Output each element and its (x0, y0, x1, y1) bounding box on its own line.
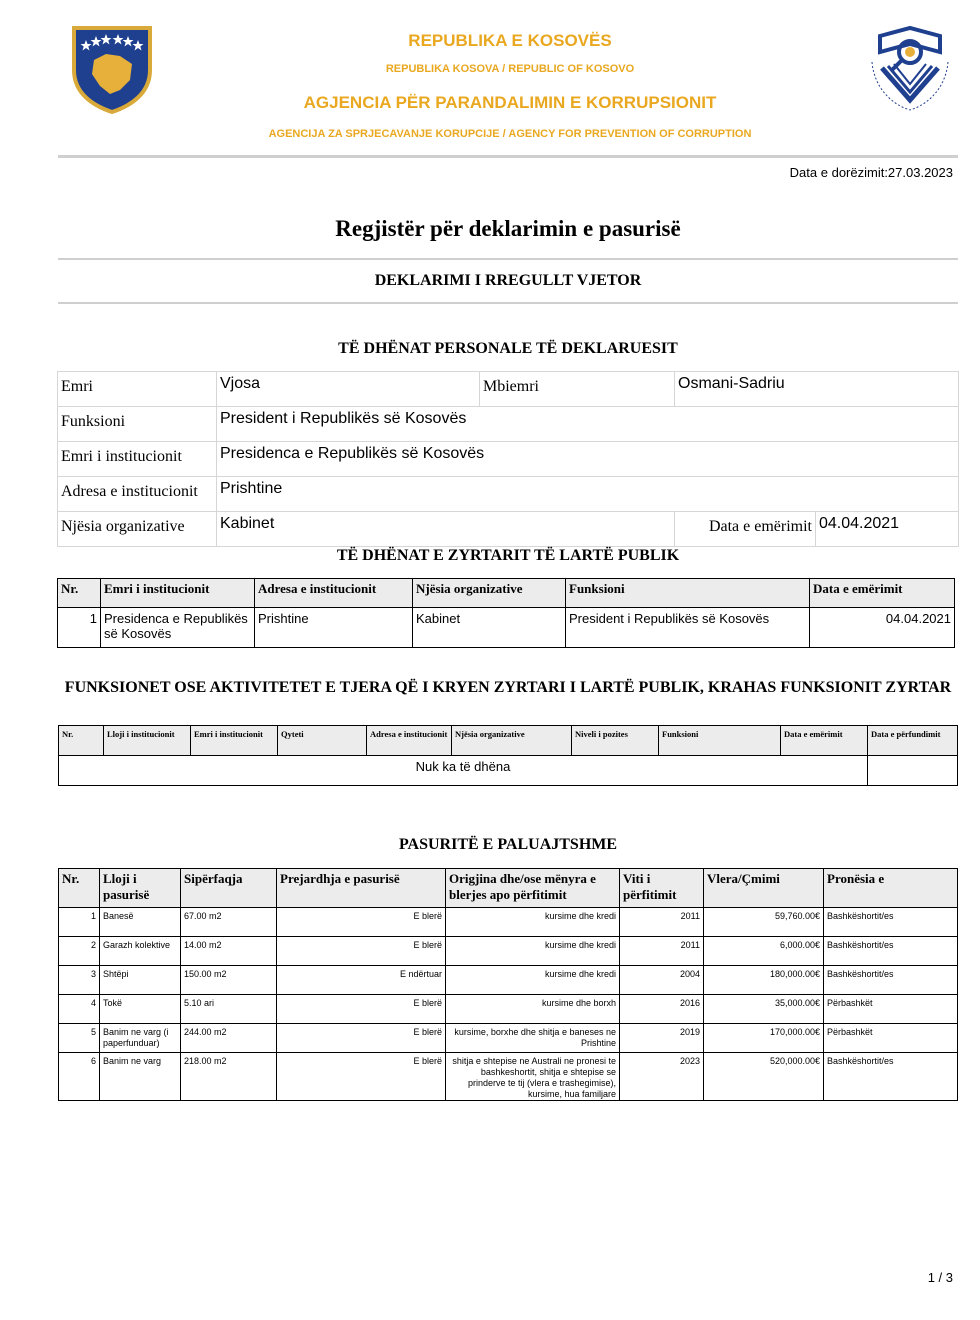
table-row (59, 1024, 958, 1053)
assets-section-title: PASURITË E PALUAJTSHME (398, 836, 618, 853)
table-cell: 2023 (620, 1053, 704, 1101)
appointment-value: 04.04.2021 (816, 512, 959, 547)
table-cell (868, 756, 958, 786)
table-cell: 67.00 m2 (181, 908, 277, 937)
submission-date: Data e dorëzimit:27.03.2023 (789, 165, 953, 180)
surname-label: Mbiemri (480, 372, 675, 407)
table-cell: Tokë (100, 995, 181, 1024)
official-section-title: TË DHËNAT E ZYRTARIT TË LARTË PUBLIK (336, 547, 680, 564)
table-cell: Përbashkët (824, 1024, 958, 1053)
assets-table (58, 868, 958, 1101)
page-number: 1 / 3 (927, 1270, 953, 1285)
table-cell: 59,760.00€ (704, 908, 824, 937)
table-cell: 2004 (620, 966, 704, 995)
function-label: Funksioni (58, 407, 217, 442)
table-cell: 04.04.2021 (810, 608, 955, 648)
personal-section-title: TË DHËNAT PERSONALE TË DEKLARUESIT (338, 340, 678, 357)
table-cell: E blerë (277, 1053, 446, 1101)
table-cell: 244.00 m2 (181, 1024, 277, 1053)
column-header: Funksioni (659, 726, 781, 756)
table-row (59, 995, 958, 1024)
table-cell: shitja e shtepise ne Australi ne pronesi te bashkeshortit, shitja e shtepise se prinderve te tij (vlera e trashegimise), kursime, hua familjare (446, 1053, 620, 1101)
table-cell: Garazh kolektive (100, 937, 181, 966)
table-cell: Bashkëshortit/es (824, 966, 958, 995)
personal-data-table (57, 371, 959, 547)
subtitle-divider (58, 302, 958, 304)
table-cell: 2019 (620, 1024, 704, 1053)
table-cell: 5 (59, 1024, 100, 1053)
column-header: Funksioni (566, 579, 810, 608)
column-header: Data e emërimit (781, 726, 868, 756)
column-header: Nr. (59, 726, 104, 756)
table-header-row (59, 869, 958, 908)
table-cell: 218.00 m2 (181, 1053, 277, 1101)
table-row (59, 908, 958, 937)
table-cell: Banim ne varg (100, 1053, 181, 1101)
table-cell: 2016 (620, 995, 704, 1024)
column-header: Vlera/Çmimi (704, 869, 824, 908)
institution-value: Presidenca e Republikës së Kosovës (217, 442, 959, 477)
table-cell: kursime dhe kredi (446, 908, 620, 937)
column-header: Qyteti (278, 726, 367, 756)
title-divider (58, 258, 958, 260)
table-cell: 520,000.00€ (704, 1053, 824, 1101)
table-row (59, 756, 958, 786)
table-row (59, 1053, 958, 1101)
table-cell: E blerë (277, 908, 446, 937)
address-value: Prishtine (217, 477, 959, 512)
table-cell: kursime dhe kredi (446, 937, 620, 966)
official-table (57, 578, 955, 648)
table-cell: 1 (58, 608, 101, 648)
unit-label: Njësia organizative (58, 512, 217, 547)
column-header: Adresa e institucionit (367, 726, 452, 756)
table-header-row (59, 726, 958, 756)
table-cell: 3 (59, 966, 100, 995)
header-agency: AGJENCIA PËR PARANDALIMIN E KORRUPSIONIT (303, 93, 717, 112)
table-cell: Shtëpi (100, 966, 181, 995)
table-cell: 14.00 m2 (181, 937, 277, 966)
empty-message: Nuk ka të dhëna (59, 756, 868, 786)
table-cell: Banim ne varg (i paperfunduar) (100, 1024, 181, 1053)
header-republic-translations: REPUBLIKA KOSOVA / REPUBLIC OF KOSOVO (385, 63, 635, 75)
column-header: Emri i institucionit (191, 726, 278, 756)
declaration-type: DEKLARIMI I RREGULLT VJETOR (374, 272, 642, 289)
table-row (59, 937, 958, 966)
anti-corruption-agency-logo-icon (866, 22, 954, 114)
column-header: Nr. (59, 869, 100, 908)
table-cell: 1 (59, 908, 100, 937)
column-header: Prejardhja e pasurisë (277, 869, 446, 908)
surname-value: Osmani-Sadriu (675, 372, 959, 407)
column-header: Viti i përfitimit (620, 869, 704, 908)
document-title: Regjistër për deklarimin e pasurisë (335, 216, 681, 241)
table-cell: Bashkëshortit/es (824, 1053, 958, 1101)
column-header: Pronësia e (824, 869, 958, 908)
column-header: Adresa e institucionit (255, 579, 413, 608)
table-cell: 6 (59, 1053, 100, 1101)
column-header: Origjina dhe/ose mënyra e blerjes apo përfitimit (446, 869, 620, 908)
table-cell: 180,000.00€ (704, 966, 824, 995)
table-cell: Kabinet (413, 608, 566, 648)
table-header-row (58, 579, 955, 608)
table-cell: 35,000.00€ (704, 995, 824, 1024)
table-cell: 170,000.00€ (704, 1024, 824, 1053)
name-label: Emri (58, 372, 217, 407)
table-cell: 2011 (620, 937, 704, 966)
table-cell: 4 (59, 995, 100, 1024)
column-header: Nr. (58, 579, 101, 608)
column-header: Emri i institucionit (101, 579, 255, 608)
column-header: Njësia organizative (452, 726, 572, 756)
column-header: Data e përfundimit (868, 726, 958, 756)
header-divider (58, 155, 958, 158)
table-cell: 6,000.00€ (704, 937, 824, 966)
table-cell: President i Republikës së Kosovës (566, 608, 810, 648)
table-cell: E blerë (277, 1024, 446, 1053)
column-header: Njësia organizative (413, 579, 566, 608)
other-functions-table (58, 725, 958, 786)
function-value: President i Republikës së Kosovës (217, 407, 959, 442)
unit-value: Kabinet (217, 512, 675, 547)
other-functions-section-title: FUNKSIONET OSE AKTIVITETET E TJERA QË I KRYEN ZYRTARI I LARTË PUBLIK, KRAHAS FUNKSIONIT ZYRTAR (64, 679, 952, 696)
table-cell: Bashkëshortit/es (824, 908, 958, 937)
table-cell: E blerë (277, 937, 446, 966)
header-agency-translations: AGENCIJA ZA SPRJECAVANJE KORUPCIJE / AGENCY FOR PREVENTION OF CORRUPTION (268, 128, 752, 140)
table-cell: Prishtine (255, 608, 413, 648)
address-label: Adresa e institucionit (58, 477, 217, 512)
institution-label: Emri i institucionit (58, 442, 217, 477)
table-cell: 150.00 m2 (181, 966, 277, 995)
table-cell: Presidenca e Republikës së Kosovës (101, 608, 255, 648)
header-republic: REPUBLIKA E KOSOVËS (408, 31, 612, 50)
table-cell: 2 (59, 937, 100, 966)
table-cell: kursime dhe borxh (446, 995, 620, 1024)
table-cell: E blerë (277, 995, 446, 1024)
table-cell: Bashkëshortit/es (824, 937, 958, 966)
column-header: Data e emërimit (810, 579, 955, 608)
table-cell: Banesë (100, 908, 181, 937)
table-row (58, 608, 955, 648)
table-cell: kursime dhe kredi (446, 966, 620, 995)
column-header: Sipërfaqja (181, 869, 277, 908)
column-header: Lloji i pasurisë (100, 869, 181, 908)
kosovo-coat-of-arms-icon (70, 24, 154, 114)
table-cell: Përbashkët (824, 995, 958, 1024)
table-cell: E ndërtuar (277, 966, 446, 995)
table-cell: kursime, borxhe dhe shitja e baneses ne Prishtine (446, 1024, 620, 1053)
table-row (59, 966, 958, 995)
appointment-label: Data e emërimit (675, 512, 816, 547)
column-header: Lloji i institucionit (104, 726, 191, 756)
table-cell: 5.10 ari (181, 995, 277, 1024)
column-header: Niveli i pozites (572, 726, 659, 756)
name-value: Vjosa (217, 372, 480, 407)
table-cell: 2011 (620, 908, 704, 937)
